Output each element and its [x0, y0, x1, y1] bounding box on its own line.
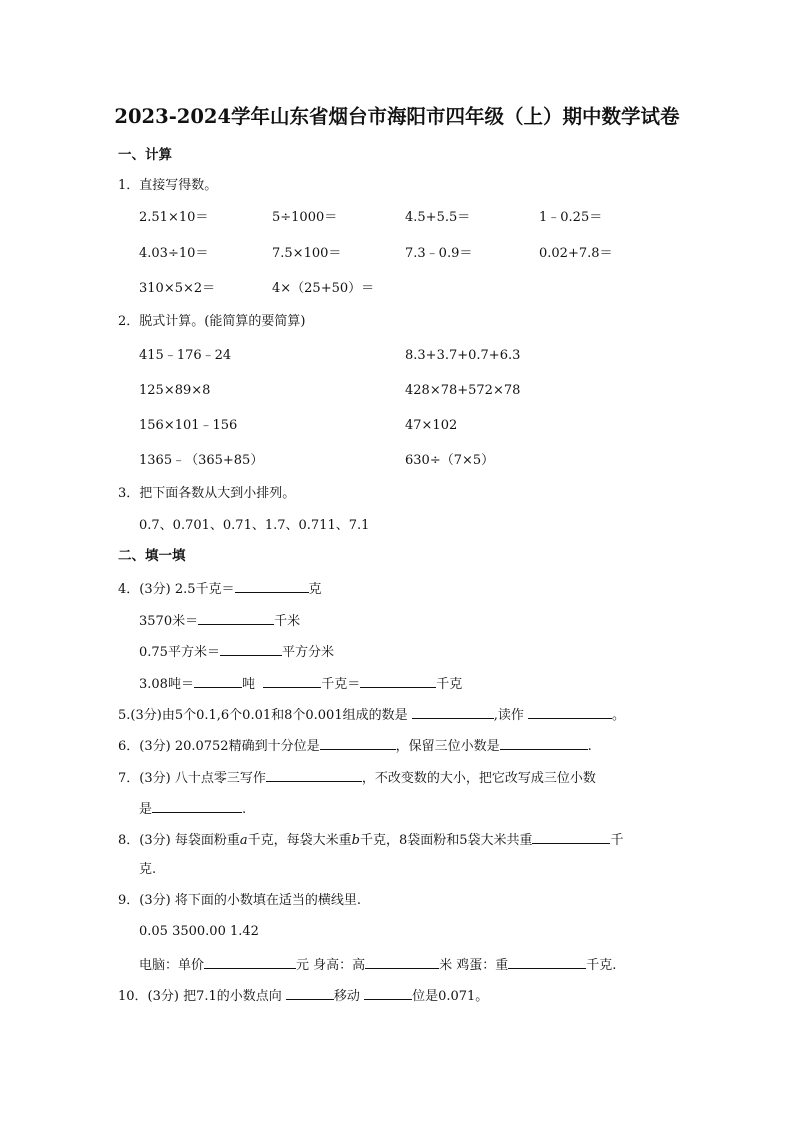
q7	[118, 769, 596, 787]
q10-text: 位是0.071。	[412, 989, 489, 1004]
answer-blank[interactable]	[412, 706, 494, 719]
q5-text: 5.(3分)由5个0.1,6个0.01和8个0.001组成的数是	[118, 708, 408, 723]
q1-item: 4×（25+50）＝	[272, 281, 375, 296]
q8-text: 千克，每袋大米重	[247, 833, 352, 848]
q1-item: 4.5+5.5＝	[405, 210, 471, 225]
q3-stem: 3．把下面各数从大到小排列。	[118, 486, 296, 501]
answer-blank[interactable]	[320, 737, 396, 750]
q10-text: 移动	[333, 989, 360, 1004]
q2-item: 415﹣176﹣24	[139, 348, 232, 363]
q6-text: 6．(3分) 20.0752精确到十分位是	[118, 739, 320, 754]
q8-var-b: b	[351, 833, 360, 848]
q8	[118, 831, 624, 849]
q1-item: 1﹣0.25＝	[539, 210, 603, 225]
q1-item: 310×5×2＝	[139, 281, 216, 296]
q8-text: 千克，8袋面粉和5袋大米共重	[359, 833, 533, 848]
q5	[118, 706, 625, 724]
q4-text: 3570米＝	[139, 614, 199, 629]
q9-numbers: 0.05 3500.00 1.42	[139, 924, 259, 939]
q9-text: 元 身高：高	[296, 958, 366, 973]
answer-blank[interactable]	[286, 987, 334, 1000]
q4-line-3	[139, 643, 334, 661]
q8-cont: 克.	[139, 862, 157, 877]
q6	[118, 737, 592, 755]
q1-item: 2.51×10＝	[139, 210, 209, 225]
section-heading-calc: 一、计算	[118, 147, 172, 163]
q4-line-1	[118, 580, 322, 598]
q2-item: 156×101﹣156	[139, 418, 238, 433]
answer-blank[interactable]	[263, 675, 321, 688]
q4-line-2	[139, 612, 300, 630]
answer-blank[interactable]	[220, 643, 282, 656]
q1-item: 7.3﹣0.9＝	[405, 246, 473, 261]
q9-text: 千克.	[586, 958, 617, 973]
q2-item: 8.3+3.7+0.7+6.3	[405, 348, 521, 363]
answer-blank[interactable]	[528, 706, 612, 719]
q2-item: 630÷（7×5）	[405, 453, 495, 468]
q10-text: 10．(3分) 把7.1的小数点向	[118, 989, 282, 1004]
q5-text: ,读作	[493, 708, 524, 723]
q3-numbers: 0.7、0.701、0.71、1.7、0.711、7.1	[139, 518, 370, 533]
q4-text: 平方分米	[281, 645, 334, 660]
q4-text: 千克＝	[321, 677, 361, 692]
q5-text: 。	[612, 708, 626, 723]
answer-blank[interactable]	[194, 675, 242, 688]
answer-blank[interactable]	[360, 675, 436, 688]
q6-text: ，保留三位小数是	[395, 739, 500, 754]
q4-text: 吨	[241, 677, 255, 692]
answer-blank[interactable]	[266, 769, 362, 782]
answer-blank[interactable]	[365, 956, 439, 969]
answer-blank[interactable]	[198, 612, 274, 625]
q10	[118, 987, 488, 1005]
q9-text: 米 鸡蛋：重	[439, 958, 509, 973]
answer-blank[interactable]	[532, 831, 610, 844]
q8-text: 千	[610, 833, 624, 848]
answer-blank[interactable]	[152, 800, 242, 813]
q4-text: 克	[308, 582, 322, 597]
q4-text: 4．(3分) 2.5千克＝	[118, 582, 235, 597]
q4-text: 千克	[436, 677, 463, 692]
q1-item: 7.5×100＝	[272, 246, 342, 261]
q2-item: 125×89×8	[139, 383, 211, 398]
answer-blank[interactable]	[235, 580, 309, 593]
q8-text: 8．(3分) 每袋面粉重	[118, 833, 240, 848]
q2-item: 428×78+572×78	[405, 383, 521, 398]
answer-blank[interactable]	[204, 956, 296, 969]
q7-text: .	[242, 802, 247, 817]
q7-cont	[139, 800, 246, 818]
q2-item: 1365﹣（365+85）	[139, 453, 264, 468]
q6-text: .	[587, 739, 592, 754]
q1-stem: 1．直接写得数。	[118, 178, 218, 193]
q4-text: 0.75平方米＝	[139, 645, 220, 660]
q8-var-a: a	[239, 833, 248, 848]
q1-item: 4.03÷10＝	[139, 246, 209, 261]
q1-item: 0.02+7.8＝	[539, 246, 613, 261]
q4-text: 千米	[274, 614, 301, 629]
q4-text: 3.08吨＝	[139, 677, 194, 692]
q7-text: 7．(3分) 八十点零三写作	[118, 771, 266, 786]
q9-line	[139, 956, 616, 974]
answer-blank[interactable]	[508, 956, 586, 969]
section-heading-fill: 二、填一填	[118, 548, 186, 564]
q7-text: ，不改变数的大小，把它改写成三位小数	[361, 771, 596, 786]
answer-blank[interactable]	[500, 737, 588, 750]
answer-blank[interactable]	[364, 987, 412, 1000]
q9-stem: 9．(3分) 将下面的小数填在适当的横线里.	[118, 893, 361, 908]
page-title: 2023-2024学年山东省烟台市海阳市四年级（上）期中数学试卷	[114, 105, 680, 128]
q9-text: 电脑：单价	[139, 958, 205, 973]
q2-item: 47×102	[405, 418, 458, 433]
q4-line-4	[139, 675, 462, 693]
q1-item: 5÷1000＝	[272, 210, 338, 225]
q2-stem: 2．脱式计算。(能简算的要简算)	[118, 314, 306, 329]
q7-text: 是	[139, 802, 153, 817]
